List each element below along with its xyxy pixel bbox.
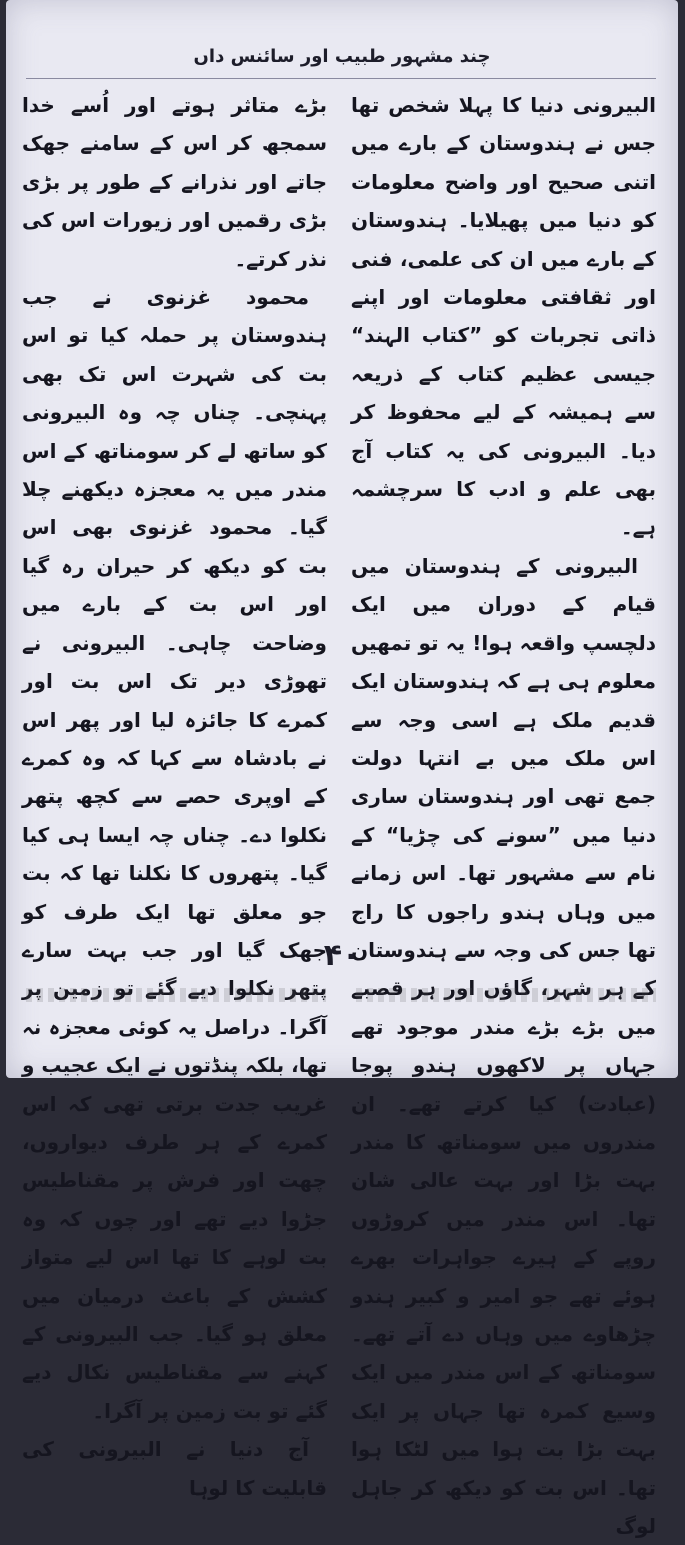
paragraph: آج دنیا نے البیرونی کی قابلیت کا لوہا — [22, 1437, 327, 1500]
show-through-text — [26, 988, 326, 1002]
show-through-text — [356, 988, 656, 1002]
page-number: ۴۰ — [323, 938, 361, 973]
book-page — [6, 0, 678, 1539]
header-divider — [26, 78, 656, 79]
paragraph: البیرونی دنیا کا پہلا شخص تھا جس نے ہندوستان کے بارے میں اتنی صحیح اور واضح معلومات کو دنیا میں پھیلایا۔ ہندوستان کے بارے میں ان کی علمی، فنی اور ثقافتی معلومات اور اپنے ذاتی تجربات کو ”کتاب الہند“ جیسی عظیم کتاب کے ذریعہ سے ہمیشہ کے لیے محفوظ کر دیا۔ البیرونی کی یہ کتاب آج بھی علم و ادب کا سرچشمہ ہے۔ — [351, 93, 656, 540]
paragraph: محمود غزنوی نے جب ہندوستان پر حملہ کیا تو اس بت کی شہرت اس تک بھی پہنچی۔ چناں چہ وہ البیرونی کو ساتھ لے کر سومناتھ کے اس مندر میں یہ معجزہ دیکھنے چلا گیا۔ محمود غزنوی بھی اس بت کو دیکھ کر حیران رہ گیا اور اس بت کے بارے میں وضاحت چاہی۔ البیرونی نے تھوڑی دیر تک اس بت اور کمرے کا جائزہ لیا اور پھر اس نے بادشاہ سے کہا کہ وہ کمرے کے اوپری حصے سے کچھ پتھر نکلوا دے۔ چناں چہ ایسا ہی کیا گیا۔ پتھروں کا نکلنا تھا کہ بت جو معلق تھا ایک طرف کو جھک گیا اور جب بہت سارے پتھر نکلوا دیے گئے تو زمین پر آگرا۔ دراصل یہ کوئی معجزہ نہ تھا، بلکہ پنڈتوں نے ایک عجیب و غریب جدت برتی تھی کہ اس کمرے کے ہر طرف دیواروں، چھت اور فرش پر مقناطیس جڑوا دیے تھے اور چوں کہ وہ بت لوہے کا تھا اس لیے متواز کشش کے باعث درمیان میں معلق ہو گیا۔ جب البیرونی کے کہنے سے مقناطیس نکال دیے گئے تو بت زمین پر آگرا۔ — [22, 285, 327, 1423]
paragraph: بڑے متاثر ہوتے اور اُسے خدا سمجھ کر اس کے سامنے جھک جاتے اور نذرانے کے طور پر بڑی بڑی رقمیں اور زیورات اس کی نذر کرتے۔ — [22, 93, 327, 271]
paragraph: البیرونی کے ہندوستان میں قیام کے دوران میں ایک دلچسپ واقعہ ہوا! یہ تو تمھیں معلوم ہی ہے کہ ہندوستان ایک قدیم ملک ہے اسی وجہ سے اس ملک میں بے انتہا دولت جمع تھی اور ہندوستان ساری دنیا میں ”سونے کی چڑیا“ کے نام سے مشہور تھا۔ اس زمانے میں وہاں ہندو راجوں کا راج تھا جس کی وجہ سے ہندوستان کے ہر شہر، گاؤں اور ہر قصبے میں بڑے بڑے مندر موجود تھے جہاں پر لاکھوں ہندو پوجا (عبادت) کیا کرتے تھے۔ ان مندروں میں سومناتھ کا مندر بہت بڑا اور بہت عالی شان تھا۔ اس مندر میں کروڑوں روپے کے ہیرے جواہرات بھرے ہوئے تھے جو امیر و کبیر ہندو چڑھاوے میں وہاں دے آتے تھے۔ سومناتھ کے اس مندر میں ایک وسیع کمرہ تھا جہاں پر ایک بہت بڑا بت ہوا میں لٹکا ہوا تھا۔ اس بت کو دیکھ کر جاہل لوگ — [351, 553, 656, 1539]
running-header: چند مشہور طبیب اور سائنس داں — [193, 46, 491, 67]
right-text-column — [351, 86, 656, 1545]
left-text-column — [22, 86, 327, 1507]
